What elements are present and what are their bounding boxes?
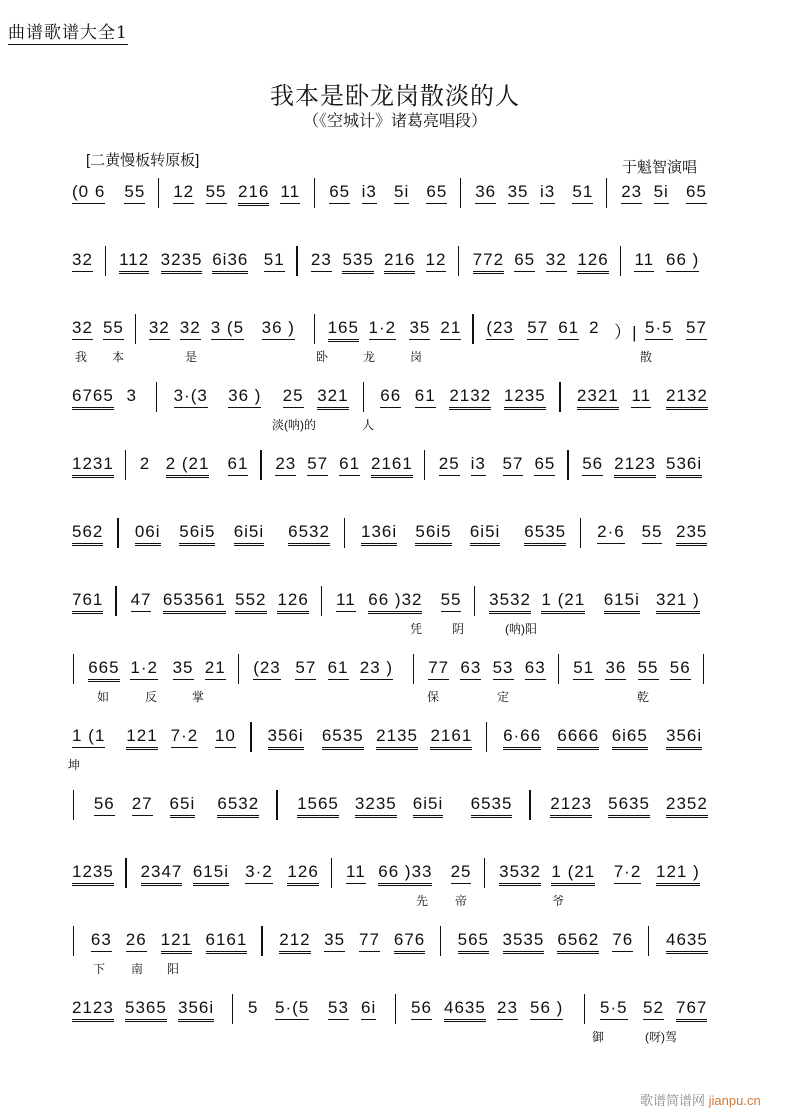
note-group: 562 xyxy=(72,522,103,546)
note-group: 121 xyxy=(161,930,192,954)
score-row xyxy=(0,930,790,976)
barline xyxy=(276,790,277,820)
note-group: 57 xyxy=(527,318,548,340)
site-tag: 曲谱歌谱大全1 xyxy=(8,18,128,45)
note-group: 1 (1 xyxy=(72,726,105,748)
lyric: 乾 xyxy=(637,690,650,704)
note-group: 12 xyxy=(426,250,447,272)
note-group: 2347 xyxy=(141,862,183,886)
note-group: 25 xyxy=(451,862,472,884)
lyric: 下 xyxy=(93,962,106,976)
note-group: 772 xyxy=(473,250,504,274)
barline xyxy=(703,654,704,684)
barline xyxy=(395,994,396,1024)
note-group: 66 )32 xyxy=(368,590,422,614)
note-group: 55 xyxy=(441,590,462,612)
lyric: 坤 xyxy=(68,758,81,772)
barline xyxy=(620,246,621,276)
barline xyxy=(559,382,560,412)
note-group: 36 xyxy=(605,658,626,680)
note-group: 35 xyxy=(173,658,194,680)
note-group: (0 6 xyxy=(72,182,105,204)
note-group: 57 xyxy=(307,454,328,476)
note-group: 356i xyxy=(268,726,304,750)
barline xyxy=(232,994,233,1024)
note-group: 11 xyxy=(634,250,654,272)
score-row xyxy=(0,250,790,290)
note-group: 61 xyxy=(328,658,349,680)
barline xyxy=(314,314,315,344)
note-group: 12 xyxy=(173,182,194,204)
lyric: 阳 xyxy=(167,962,180,976)
note-group: 27 xyxy=(132,794,153,816)
note-group: 25 xyxy=(439,454,460,476)
note-group: 6161 xyxy=(206,930,248,954)
note-group: 6i5i xyxy=(234,522,264,546)
note-group: 23 ) xyxy=(360,658,393,680)
note-group: 53 xyxy=(328,998,349,1020)
barline xyxy=(363,382,364,412)
note-group: 4635 xyxy=(666,930,708,954)
barline xyxy=(331,858,332,888)
note-group: 665 xyxy=(88,658,119,682)
note-group: 535 xyxy=(342,250,373,274)
note-group: 615i xyxy=(193,862,229,886)
note-group: 2132 xyxy=(666,386,708,410)
note-group: 56 xyxy=(411,998,432,1020)
note-group: 6765 xyxy=(72,386,114,410)
note-group: 11 xyxy=(280,182,300,204)
note-group: 5i xyxy=(654,182,669,204)
note-group: 77 xyxy=(359,930,380,952)
note-group: 2 xyxy=(139,454,151,473)
note-group: 5·(5 xyxy=(275,998,309,1020)
barline xyxy=(458,246,459,276)
note-group: 21 xyxy=(440,318,461,340)
note-group: 56 xyxy=(582,454,603,476)
note-group: 10 xyxy=(215,726,236,748)
note-group: 121 xyxy=(126,726,157,750)
note-group: 65 xyxy=(534,454,555,476)
note-group: 32 xyxy=(149,318,170,340)
score-row xyxy=(0,794,790,834)
score-row xyxy=(0,522,790,562)
barline xyxy=(125,858,126,888)
note-group: 1·2 xyxy=(369,318,397,340)
note-group: 216 xyxy=(384,250,415,274)
barline xyxy=(474,586,475,616)
note-group: 761 xyxy=(72,590,103,614)
lyric: 凭 xyxy=(410,622,423,636)
note-group: 6i5i xyxy=(413,794,443,818)
score-row xyxy=(0,318,790,364)
note-group: 77 xyxy=(428,658,449,680)
note-group: 235 xyxy=(676,522,707,546)
barline xyxy=(73,926,74,956)
note-group: 66 xyxy=(380,386,401,408)
note-group: 1565 xyxy=(297,794,339,818)
score-row xyxy=(0,386,790,432)
note-group: 65 xyxy=(426,182,447,204)
note-group: 356i xyxy=(666,726,702,750)
note-group: 26 xyxy=(126,930,147,952)
barline xyxy=(250,722,251,752)
note-group: 321 xyxy=(317,386,348,410)
barline xyxy=(156,382,157,412)
note-group: (23 xyxy=(253,658,281,680)
note-group: 51 xyxy=(264,250,285,272)
note-group: 56 xyxy=(670,658,691,680)
note-group: 61 xyxy=(228,454,249,476)
note-group: 32 xyxy=(180,318,201,340)
lyric: 阴 xyxy=(452,622,465,636)
note-group: 216 xyxy=(238,182,269,206)
note-group: 63 xyxy=(91,930,112,952)
note-group: 136i xyxy=(361,522,397,546)
note-group: 2135 xyxy=(376,726,418,750)
note-group: 126 xyxy=(577,250,608,274)
note-group: 51 xyxy=(572,182,593,204)
note-group: 6535 xyxy=(322,726,364,750)
note-group: 61 xyxy=(558,318,579,340)
barline xyxy=(73,790,74,820)
note-group: 5635 xyxy=(608,794,650,818)
note-group: 2123 xyxy=(72,998,114,1022)
lyric: (呀)驾 xyxy=(645,1030,677,1044)
note-group: 6·66 xyxy=(503,726,541,750)
lyric: 定 xyxy=(497,690,510,704)
note-group: 6i36 xyxy=(212,250,248,274)
barline xyxy=(344,518,345,548)
note-group: 565 xyxy=(458,930,489,954)
lyric: 反 xyxy=(145,690,158,704)
score-row xyxy=(0,658,790,704)
note-group: 5i xyxy=(394,182,409,204)
note-group: 1235 xyxy=(72,862,114,886)
barline xyxy=(460,178,461,208)
lyric: 龙 xyxy=(363,350,376,364)
note-group: i3 xyxy=(471,454,486,476)
barline xyxy=(261,926,262,956)
barline xyxy=(486,722,487,752)
note-group: 55 xyxy=(124,182,145,204)
note-group: 25 xyxy=(283,386,304,408)
note-group: 35 xyxy=(409,318,430,340)
score-row xyxy=(0,862,790,908)
note-group: 66 )33 xyxy=(378,862,432,886)
barline xyxy=(440,926,441,956)
note-group: 36 ) xyxy=(262,318,295,340)
note-group: 61 xyxy=(415,386,436,408)
barline xyxy=(238,654,239,684)
note-group: 1235 xyxy=(504,386,546,410)
note-group: 32 xyxy=(546,250,567,272)
barline xyxy=(260,450,261,480)
lyric: (呐)阳 xyxy=(505,622,537,636)
note-group: 23 xyxy=(497,998,518,1020)
note-group: 6535 xyxy=(524,522,566,546)
note-group: 5365 xyxy=(125,998,167,1022)
barline xyxy=(584,994,585,1024)
note-group: 552 xyxy=(235,590,266,614)
barline xyxy=(424,450,425,480)
barline xyxy=(321,586,322,616)
note-group: 36 xyxy=(475,182,496,204)
note-group: 56 ) xyxy=(530,998,563,1020)
note-group: 56i5 xyxy=(415,522,451,546)
note-group: 2321 xyxy=(577,386,619,410)
barline xyxy=(105,246,106,276)
note-group: 2132 xyxy=(449,386,491,410)
note-group: 3532 xyxy=(489,590,531,614)
note-group: 2352 xyxy=(666,794,708,818)
note-group: 3535 xyxy=(503,930,545,954)
note-group: 66 ) xyxy=(666,250,699,272)
note-group: 3532 xyxy=(499,862,541,886)
note-group: 112 xyxy=(119,250,149,274)
note-group: 55 xyxy=(638,658,659,680)
score-row xyxy=(0,182,790,222)
note-group: 6532 xyxy=(217,794,259,818)
note-group: 65 xyxy=(686,182,707,204)
note-group: 11 xyxy=(631,386,651,408)
note-group: 11 xyxy=(346,862,366,884)
song-subtitle: （《空城计》诸葛亮唱段） xyxy=(302,113,487,130)
note-group: 676 xyxy=(394,930,425,954)
note-group: 6i xyxy=(361,998,376,1020)
lyric: 是 xyxy=(185,350,198,364)
note-group: 11 xyxy=(336,590,356,612)
note-group: 165 xyxy=(328,318,359,342)
note-group: 1·2 xyxy=(130,658,158,680)
barline xyxy=(648,926,649,956)
note-group: 2161 xyxy=(430,726,472,750)
note-group: 3 xyxy=(126,386,137,405)
barline xyxy=(567,450,568,480)
note-group: 76 xyxy=(612,930,633,952)
note-group: 2·6 xyxy=(597,522,625,544)
note-group: 51 xyxy=(573,658,594,680)
tempo-marking: [二黄慢板转原板] xyxy=(86,152,200,169)
lyric: 卧 xyxy=(316,350,329,364)
barline xyxy=(558,654,559,684)
note-group: 3235 xyxy=(355,794,397,818)
note-group: 63 xyxy=(460,658,481,680)
lyric: 散 xyxy=(640,350,653,364)
song-title: 我本是卧龙岗散淡的人 xyxy=(270,82,520,110)
note-group: 3·(3 xyxy=(174,386,208,408)
note-group: 56 xyxy=(94,794,115,816)
lyric: 人 xyxy=(362,418,375,432)
note-group: 5·5 xyxy=(645,318,673,340)
barline xyxy=(580,518,581,548)
note-group: 2161 xyxy=(371,454,413,478)
lyric: 御 xyxy=(592,1030,605,1044)
note-group: 65 xyxy=(329,182,350,204)
note-group: 23 xyxy=(275,454,296,476)
watermark xyxy=(640,1090,761,1109)
note-group: 356i xyxy=(178,998,214,1022)
note-group: 5·5 xyxy=(600,998,628,1020)
score-row xyxy=(0,454,790,494)
note-group: 4635 xyxy=(444,998,486,1022)
barline xyxy=(484,858,485,888)
lyric: 先 xyxy=(416,894,429,908)
note-group: 6666 xyxy=(557,726,599,750)
note-group: 65 xyxy=(514,250,535,272)
note-group: 6532 xyxy=(288,522,330,546)
note-group: 55 xyxy=(206,182,227,204)
barline xyxy=(296,246,297,276)
note-group: 3 (5 xyxy=(211,318,244,340)
lyric: 爷 xyxy=(552,894,565,908)
note-group: 126 xyxy=(287,862,318,886)
note-group: 63 xyxy=(525,658,546,680)
barline xyxy=(413,654,414,684)
note-group: 6562 xyxy=(557,930,599,954)
score-row xyxy=(0,998,790,1044)
note-group: 55 xyxy=(103,318,124,340)
note-group: 06i xyxy=(135,522,161,546)
note-group: 3235 xyxy=(161,250,203,274)
note-group: 35 xyxy=(324,930,345,952)
note-group: 212 xyxy=(279,930,310,954)
note-group: 21 xyxy=(205,658,226,680)
note-group: 23 xyxy=(621,182,642,204)
score-row xyxy=(0,726,790,772)
note-group: 121 ) xyxy=(656,862,700,886)
lyric: 岗 xyxy=(410,350,423,364)
note-group: 6i5i xyxy=(470,522,500,546)
note-group: 55 xyxy=(642,522,663,544)
barline xyxy=(529,790,530,820)
note-group: 2123 xyxy=(550,794,592,818)
note-group: 7·2 xyxy=(171,726,199,748)
note-group: 35 xyxy=(508,182,529,204)
note-group: 57 xyxy=(295,658,316,680)
barline xyxy=(125,450,126,480)
note-group: 32 xyxy=(72,318,93,340)
note-group: 653561 xyxy=(163,590,226,614)
note-group: 126 xyxy=(277,590,308,614)
note-group: 65i xyxy=(170,794,196,818)
barline xyxy=(135,314,136,344)
note-group: 3·2 xyxy=(245,862,273,884)
lyric: 帝 xyxy=(455,894,468,908)
note-group: 2 (21 xyxy=(166,454,210,478)
note-group: 53 xyxy=(493,658,514,680)
lyric: 本 xyxy=(112,350,125,364)
note-group: 2 xyxy=(589,318,600,337)
lyric: 保 xyxy=(427,690,440,704)
note-group: i3 xyxy=(362,182,377,204)
note-group: i3 xyxy=(540,182,555,204)
watermark-text: 歌谱简谱网 xyxy=(640,1093,706,1108)
lyric: 我 xyxy=(75,350,88,364)
note-group: 57 xyxy=(686,318,707,340)
note-group: 6i65 xyxy=(612,726,648,750)
note-group: ）| xyxy=(614,323,638,342)
note-group: 56i5 xyxy=(179,522,215,546)
lyric: 如 xyxy=(97,690,110,704)
note-group: 5 xyxy=(248,998,259,1017)
barline xyxy=(606,178,607,208)
note-group: 1231 xyxy=(72,454,114,478)
lyric: 淡(呐)的 xyxy=(272,418,316,432)
note-group: 7·2 xyxy=(614,862,642,884)
note-group: 47 xyxy=(131,590,152,612)
note-group: 321 ) xyxy=(656,590,700,614)
performer: 于魁智演唱 xyxy=(622,159,698,176)
lyric: 掌 xyxy=(192,690,205,704)
lyric: 南 xyxy=(131,962,144,976)
barline xyxy=(115,586,116,616)
note-group: 767 xyxy=(676,998,707,1022)
barline xyxy=(117,518,118,548)
note-group: 2123 xyxy=(614,454,656,478)
watermark-domain: jianpu.cn xyxy=(708,1093,761,1108)
note-group: 23 xyxy=(311,250,332,272)
note-group: 57 xyxy=(503,454,524,476)
note-group: 61 xyxy=(339,454,360,476)
barline xyxy=(314,178,315,208)
note-group: 32 xyxy=(72,250,93,272)
note-group: 615i xyxy=(604,590,640,614)
note-group: 36 ) xyxy=(228,386,261,408)
note-group: 6535 xyxy=(471,794,513,818)
note-group: 1 (21 xyxy=(541,590,585,614)
note-group: 52 xyxy=(643,998,664,1020)
note-group: 1 (21 xyxy=(551,862,595,886)
score-row xyxy=(0,590,790,636)
note-group: 536i xyxy=(666,454,702,478)
barline xyxy=(472,314,473,344)
barline xyxy=(73,654,74,684)
barline xyxy=(158,178,159,208)
note-group: (23 xyxy=(486,318,514,340)
